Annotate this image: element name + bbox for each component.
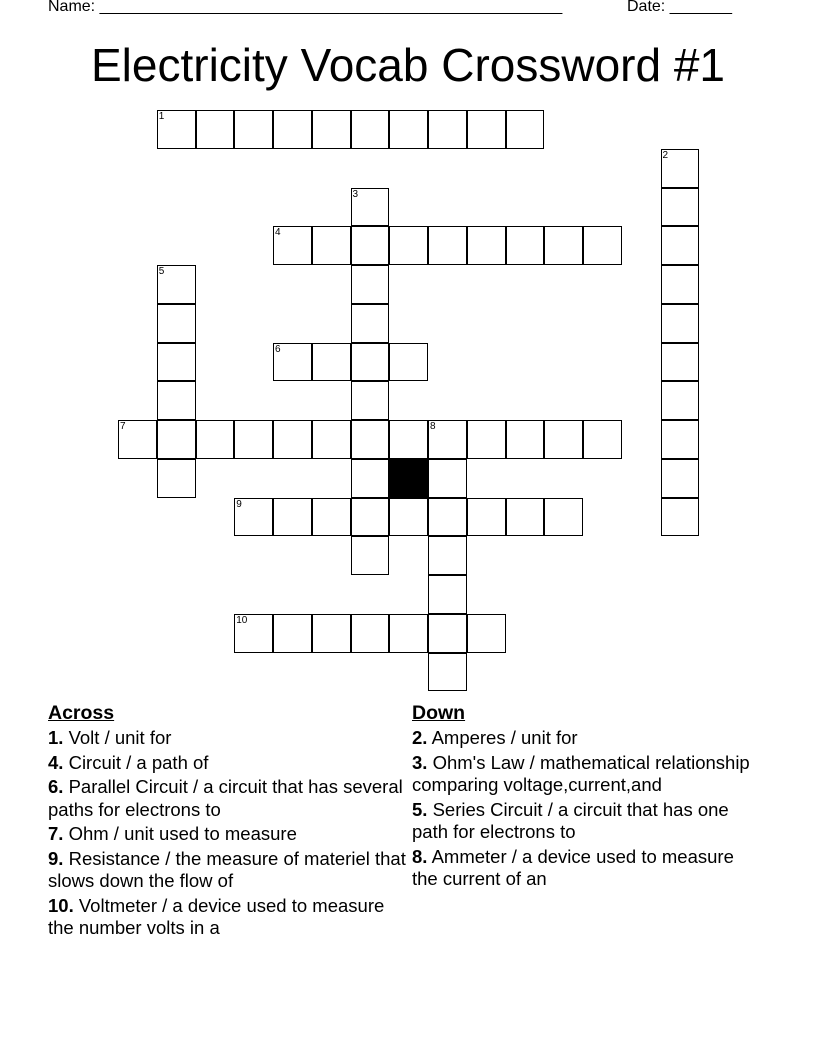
crossword-cell[interactable] — [467, 614, 506, 653]
crossword-cell[interactable] — [351, 536, 390, 575]
crossword-cell[interactable] — [583, 420, 622, 459]
clue-number-label: 3 — [352, 188, 359, 200]
clue-number: 6. — [48, 776, 64, 797]
crossword-cell[interactable] — [157, 381, 196, 420]
clue-number-label: 8 — [430, 421, 436, 432]
crossword-cell[interactable] — [273, 420, 312, 459]
crossword-cell[interactable] — [234, 420, 273, 459]
crossword-cell[interactable] — [196, 420, 235, 459]
crossword-cell[interactable] — [428, 614, 467, 653]
clue-text: Ohm's Law / mathematical relationship comparing voltage,current,and — [412, 751, 750, 795]
crossword-cell[interactable] — [312, 343, 351, 382]
crossword-cell[interactable] — [351, 343, 390, 382]
across-clues — [48, 701, 408, 942]
crossword-cell[interactable] — [661, 188, 700, 227]
crossword-cell[interactable] — [351, 265, 390, 304]
crossword-cell[interactable] — [273, 614, 312, 653]
down-clue — [412, 846, 752, 891]
crossword-cell[interactable] — [428, 110, 467, 149]
crossword-cell[interactable] — [312, 498, 351, 537]
clue-text: Voltmeter / a device used to measure the number volts in a — [48, 894, 385, 938]
crossword-cell[interactable] — [351, 459, 390, 498]
crossword-cell[interactable] — [467, 226, 506, 265]
crossword-cell[interactable] — [661, 149, 700, 188]
crossword-cell[interactable] — [234, 498, 273, 537]
across-clue — [48, 848, 408, 893]
crossword-cell[interactable] — [506, 420, 545, 459]
down-clues — [412, 701, 752, 893]
crossword-cell[interactable] — [234, 614, 273, 653]
crossword-cell[interactable] — [428, 498, 467, 537]
clue-text: Parallel Circuit / a circuit that has several paths for electrons to — [48, 776, 403, 820]
down-clue — [412, 727, 752, 750]
clue-number: 2. — [412, 727, 428, 748]
clue-text: Volt / unit for — [68, 727, 172, 748]
clue-text: Series Circuit / a circuit that has one path for electrons to — [412, 798, 729, 842]
crossword-cell[interactable] — [661, 226, 700, 265]
crossword-cell[interactable] — [273, 226, 312, 265]
crossword-cell[interactable] — [389, 226, 428, 265]
crossword-cell[interactable] — [312, 614, 351, 653]
clue-text: Amperes / unit for — [431, 727, 578, 748]
crossword-cell[interactable] — [273, 343, 312, 382]
clue-number: 3. — [412, 751, 428, 773]
crossword-cell[interactable] — [428, 536, 467, 575]
date-field-label: Date: _______ — [627, 0, 732, 15]
crossword-cell[interactable] — [661, 498, 700, 537]
crossword-cell[interactable] — [351, 188, 390, 227]
clue-text: Resistance / the measure of materiel that slows down the flow of — [48, 847, 406, 891]
across-clue — [48, 823, 408, 846]
crossword-cell[interactable] — [661, 265, 700, 304]
crossword-cell[interactable] — [389, 420, 428, 459]
crossword-cell[interactable] — [428, 575, 467, 614]
page-title: Electricity Vocab Crossword #1 — [90, 39, 726, 91]
crossword-cell[interactable] — [428, 226, 467, 265]
crossword-cell[interactable] — [157, 304, 196, 343]
crossword-cell[interactable] — [389, 343, 428, 382]
clue-text: Circuit / a path of — [68, 751, 209, 773]
crossword-cell[interactable] — [351, 226, 390, 265]
crossword-cell[interactable] — [583, 226, 622, 265]
crossword-cell[interactable] — [351, 381, 390, 420]
crossword-cell[interactable] — [351, 304, 390, 343]
across-clue — [48, 776, 408, 821]
crossword-cell[interactable] — [312, 226, 351, 265]
crossword-cell[interactable] — [544, 498, 583, 537]
down-heading: Down — [412, 702, 466, 724]
crossword-cell[interactable] — [351, 420, 390, 459]
clue-text: Ohm / unit used to measure — [68, 823, 297, 844]
down-clue — [412, 752, 752, 797]
crossword-cell[interactable] — [544, 226, 583, 265]
crossword-cell[interactable] — [661, 343, 700, 382]
across-clue — [48, 727, 408, 750]
clue-number: 4. — [48, 751, 64, 773]
clue-number: 9. — [48, 847, 64, 869]
crossword-cell[interactable] — [157, 459, 196, 498]
crossword-cell[interactable] — [506, 110, 545, 149]
crossword-cell[interactable] — [506, 226, 545, 265]
crossword-cell[interactable] — [351, 498, 390, 537]
clue-number-label: 6 — [275, 343, 281, 355]
crossword-cell[interactable] — [467, 498, 506, 537]
crossword-cell[interactable] — [351, 110, 390, 149]
clue-number-label: 7 — [120, 421, 126, 432]
crossword-cell[interactable] — [661, 459, 700, 498]
crossword-cell[interactable] — [273, 498, 312, 537]
clue-text: Ammeter / a device used to measure the current of an — [412, 845, 734, 889]
down-clue — [412, 799, 752, 844]
name-field-label: Name: ____________________________________________________ — [48, 0, 563, 15]
clue-number-label: 10 — [236, 614, 248, 626]
crossword-cell[interactable] — [428, 420, 467, 459]
clue-number-label: 4 — [275, 227, 281, 239]
black-square — [389, 459, 428, 498]
clue-number: 1. — [48, 727, 64, 748]
clue-number: 5. — [412, 798, 428, 820]
crossword-cell[interactable] — [196, 110, 235, 149]
clue-number: 7. — [48, 823, 64, 844]
crossword-cell[interactable] — [234, 110, 273, 149]
clue-number-label: 1 — [158, 111, 165, 122]
crossword-cell[interactable] — [157, 110, 196, 149]
crossword-cell[interactable] — [544, 420, 583, 459]
crossword-cell[interactable] — [467, 110, 506, 149]
across-clue — [48, 752, 408, 775]
clue-number-label: 5 — [158, 266, 165, 277]
crossword-cell[interactable] — [661, 420, 700, 459]
clue-number-label: 9 — [236, 498, 242, 510]
crossword-cell[interactable] — [118, 420, 157, 459]
crossword-cell[interactable] — [157, 420, 196, 459]
crossword-cell[interactable] — [273, 110, 312, 149]
across-heading: Across — [48, 702, 115, 724]
crossword-cell[interactable] — [506, 498, 545, 537]
crossword-cell[interactable] — [661, 381, 700, 420]
crossword-cell[interactable] — [389, 110, 428, 149]
crossword-cell[interactable] — [351, 614, 390, 653]
crossword-cell[interactable] — [157, 343, 196, 382]
clue-number: 8. — [412, 845, 428, 867]
crossword-cell[interactable] — [157, 265, 196, 304]
crossword-cell[interactable] — [467, 420, 506, 459]
crossword-cell[interactable] — [389, 498, 428, 537]
crossword-cell[interactable] — [428, 653, 467, 692]
crossword-cell[interactable] — [389, 614, 428, 653]
across-clue — [48, 895, 408, 940]
crossword-cell[interactable] — [312, 110, 351, 149]
clue-number-label: 2 — [662, 149, 669, 161]
crossword-cell[interactable] — [428, 459, 467, 498]
crossword-cell[interactable] — [312, 420, 351, 459]
crossword-cell[interactable] — [661, 304, 700, 343]
clue-number: 10. — [48, 894, 74, 916]
